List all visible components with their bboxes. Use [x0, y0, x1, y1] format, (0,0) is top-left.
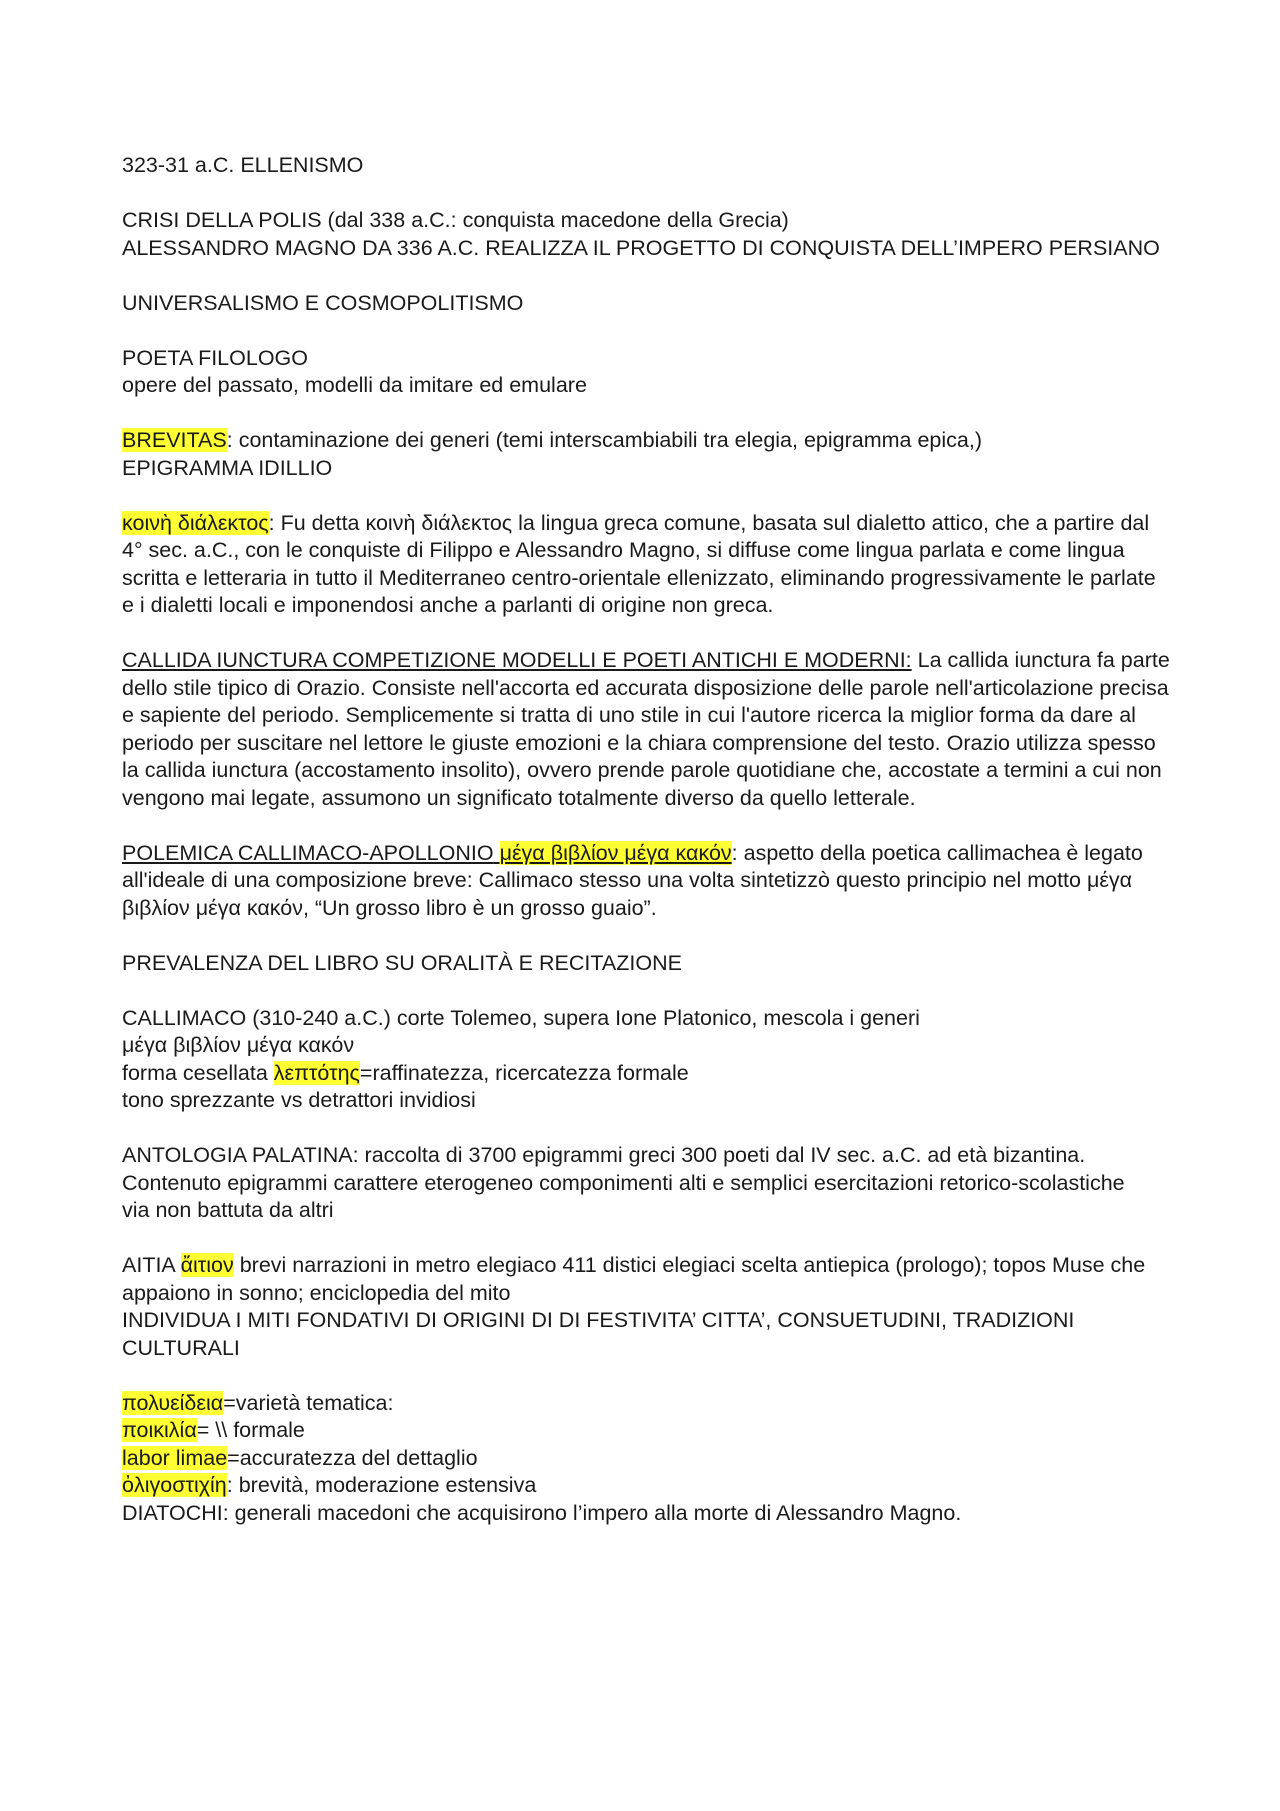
paragraph-koine: κοινὴ διάλεκτος: Fu detta κοινὴ διάλεκτος la lingua greca comune, basata sul dialetto attico, che a partire dal 4° sec. a.C., con le conquiste di Filippo e Alessandro Magno, si diffuse come lingua parlata e come lingua scritta e letteraria in tutto il Mediterraneo centro-orientale ellenizzato, eliminando progressivamente le parlate e i dialetti locali e imponendosi anche a parlanti di origine non greca.	[122, 510, 1156, 617]
underlined-heading-callida: CALLIDA IUNCTURA COMPETIZIONE MODELLI E POETI ANTICHI E MODERNI:	[122, 648, 912, 672]
underlined-heading-polemica: POLEMICA CALLIMACO-APOLLONIO	[122, 840, 494, 865]
highlight-brevitas: BREVITAS	[122, 428, 227, 452]
highlight-aition: ἄιτιον	[180, 1253, 234, 1277]
paragraph-crisi-polis: CRISI DELLA POLIS (dal 338 a.C.: conquista macedone della Grecia) ALESSANDRO MAGNO DA 336 A.C. REALIZZA IL PROGETTO DI CONQUISTA DELL’IMPERO PERSIANO	[122, 208, 1160, 260]
document-page	[122, 152, 1172, 1555]
highlight-leptotes: λεπτότης	[273, 1060, 360, 1085]
highlight-labor-limae: labor limae	[122, 1445, 228, 1470]
paragraph-polemica: POLEMICA CALLIMACO-APOLLONIO μέγα βιβλίον μέγα κακόν: aspetto della poetica callimachea è legato all'ideale di una composizione breve: Callimaco stesso una volta sintetizzò questo principio nel motto μέγα βιβλίον μέγα κακόν, “Un grosso libro è un grosso guaio”.	[122, 840, 1143, 920]
paragraph-universalismo: UNIVERSALISMO E COSMOPOLITISMO	[122, 290, 524, 315]
paragraph-terms: πολυείδεια=varietà tematica: ποικιλία= \\ formale labor limae=accuratezza del dettaglio ὀλιγοστιχίη: brevità, moderazione estensiva DIATOCHI: generali macedoni che acquisirono l’impero alla morte di Alessandro Magno.	[122, 1390, 962, 1525]
paragraph-brevitas: BREVITAS: contaminazione dei generi (temi interscambiabili tra elegia, epigramma epica,) EPIGRAMMA IDILLIO	[122, 428, 983, 480]
paragraph-aitia: AITIA ἄιτιον brevi narrazioni in metro elegiaco 411 distici elegiaci scelta antiepica (prologo); topos Muse che appaiono in sonno; enciclopedia del mito INDIVIDUA I MITI FONDATIVI DI ORIGINI DI DI FESTIVITA’ CITTA’, CONSUETUDINI, TRADIZIONI CULTURALI	[122, 1253, 1146, 1360]
highlight-oligostichie: ὀλιγοστιχίη	[122, 1473, 227, 1497]
highlight-poikilia: ποικιλία	[122, 1418, 197, 1442]
highlight-mega-biblion: μέγα βιβλίον μέγα κακόν	[499, 840, 732, 865]
paragraph-prevalenza: PREVALENZA DEL LIBRO SU ORALITÀ E RECITAZIONE	[122, 950, 682, 975]
paragraph-callimaco: CALLIMACO (310-240 a.C.) corte Tolemeo, supera Ione Platonico, mescola i generi μέγα βιβλίον μέγα κακόν forma cesellata λεπτότης=raffinatezza, ricercatezza formale tono sprezzante vs detrattori invidiosi	[122, 1005, 920, 1112]
paragraph-callida-iunctura: CALLIDA IUNCTURA COMPETIZIONE MODELLI E POETI ANTICHI E MODERNI: La callida iunctura fa parte dello stile tipico di Orazio. Consiste nell'accorta ed accurata disposizione delle parole nell'articolazione precisa e sapiente del periodo. Semplicemente si tratta di uno stile in cui l'autore ricerca la miglior forma da dare al periodo per suscitare nel lettore le giuste emozioni e la chiara comprensione del testo. Orazio utilizza spesso la callida iunctura (accostamento insolito), ovvero prende parole quotidiane che, accostate a termini a cui non vengono mai legate, assumono un significato totalmente diverso da quello letterale.	[122, 648, 1170, 810]
highlight-polyeideia: πολυείδεια	[122, 1390, 224, 1415]
title-ellenismo: 323-31 a.C. ELLENISMO	[122, 153, 364, 177]
paragraph-antologia: ANTOLOGIA PALATINA: raccolta di 3700 epigrammi greci 300 poeti dal IV sec. a.C. ad età bizantina. Contenuto epigrammi carattere eterogeneo componimenti alti e semplici esercitazioni retorico-scolastiche via non battuta da altri	[122, 1143, 1125, 1222]
highlight-koine: κοινὴ διάλεκτος	[122, 510, 269, 535]
paragraph-poeta-filologo: POETA FILOLOGO opere del passato, modelli da imitare ed emulare	[122, 345, 587, 397]
